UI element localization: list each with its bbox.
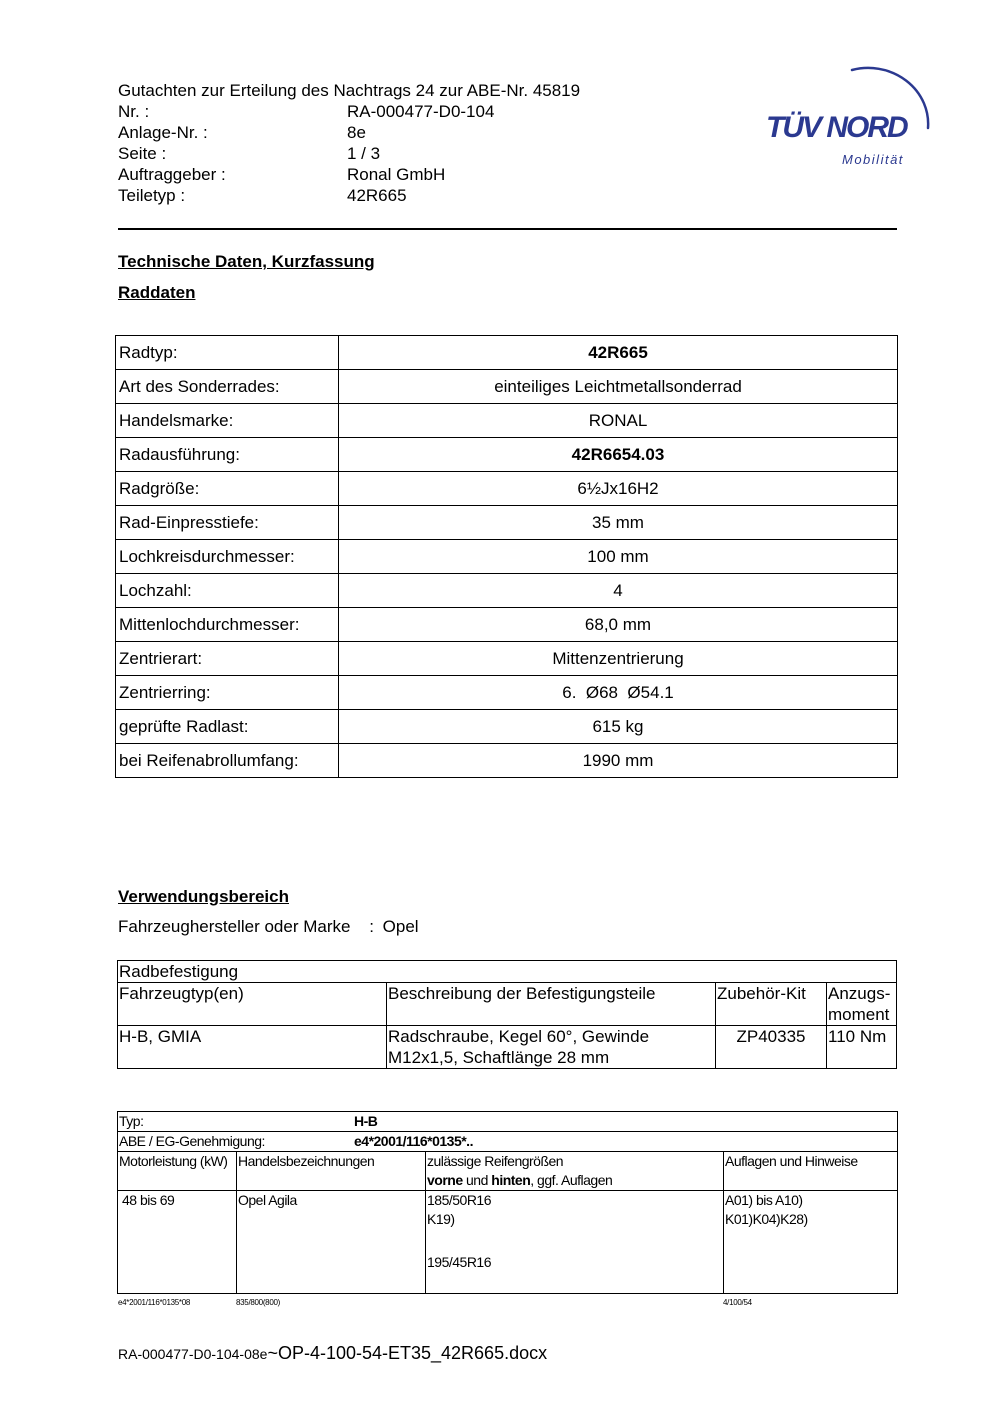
logo-brand-text: TÜV NORD bbox=[766, 111, 907, 144]
table-row: Motorleistung (kW) Handelsbezeichnungen zulässige Reifengrößen vorne und hinten, ggf. Auflagen Auflagen und Hinweise bbox=[118, 1152, 898, 1191]
table-row: Handelsmarke: RONAL bbox=[116, 404, 898, 438]
table-row: 48 bis 69 Opel Agila 185/50R16 K19) 195/45R16 A01) bis A10) K01)K04)K28) bbox=[118, 1191, 898, 1294]
section-subtitle: Raddaten bbox=[118, 283, 196, 302]
approval-label: ABE / EG-Genehmigung: bbox=[119, 1133, 265, 1149]
approval-value: e4*2001/116*0135*.. bbox=[354, 1133, 473, 1149]
table-row: Radausführung: 42R6654.03 bbox=[116, 438, 898, 472]
table-row: Zentrierart: Mittenzentrierung bbox=[116, 642, 898, 676]
wheel-data-table bbox=[115, 335, 898, 778]
table-row: Zentrierring: 6. Ø68 Ø54.1 bbox=[116, 676, 898, 710]
header-row-nr: Nr. : RA-000477-D0-104 bbox=[118, 102, 495, 121]
fastening-title: Radbefestigung bbox=[118, 961, 897, 983]
manufacturer-value: Opel bbox=[382, 917, 419, 936]
table-row: Radtyp: 42R665 bbox=[116, 336, 898, 370]
table-row: H-B, GMIA Radschraube, Kegel 60°, Gewinde M12x1,5, Schaftlänge 28 mm ZP40335 110 Nm bbox=[118, 1026, 897, 1069]
type-value: H-B bbox=[354, 1113, 378, 1129]
table-row: Radgröße: 6½Jx16H2 bbox=[116, 472, 898, 506]
table-row: Fahrzeugtyp(en) Beschreibung der Befestigungsteile Zubehör-Kit Anzugs-moment bbox=[118, 983, 897, 1026]
header-row-auftraggeber: Auftraggeber : Ronal GmbH bbox=[118, 165, 446, 184]
header-divider bbox=[118, 228, 897, 230]
vehicle-table bbox=[117, 1111, 898, 1294]
header-row-anlage: Anlage-Nr. : 8e bbox=[118, 123, 366, 142]
document-filename: RA-000477-D0-104-08e~OP-4-100-54-ET35_42R665.docx bbox=[118, 1343, 548, 1363]
fastening-table bbox=[117, 960, 897, 1069]
load-footnote: 835/800(800) bbox=[236, 1298, 280, 1307]
table-row: Rad-Einpresstiefe: 35 mm bbox=[116, 506, 898, 540]
manufacturer-line bbox=[118, 917, 419, 937]
table-row bbox=[118, 1132, 898, 1152]
table-row: Art des Sonderrades: einteiliges Leichtmetallsonderrad bbox=[116, 370, 898, 404]
document-title: Gutachten zur Erteilung des Nachtrags 24 zur ABE-Nr. 45819 bbox=[118, 81, 581, 100]
usage-title: Verwendungsbereich bbox=[118, 887, 289, 906]
document-header bbox=[118, 80, 580, 206]
tuv-nord-logo bbox=[760, 58, 940, 173]
table-row bbox=[118, 961, 897, 983]
bolt-pattern-footnote: 4/100/54 bbox=[723, 1298, 752, 1307]
header-row-seite: Seite : 1 / 3 bbox=[118, 144, 381, 163]
approval-footnote: e4*2001/116*0135*08 bbox=[118, 1298, 191, 1307]
table-row bbox=[118, 1112, 898, 1132]
logo-sub-text: Mobilität bbox=[842, 152, 904, 167]
table-row: Mittenlochdurchmesser: 68,0 mm bbox=[116, 608, 898, 642]
table-row: Lochzahl: 4 bbox=[116, 574, 898, 608]
manufacturer-label: Fahrzeughersteller oder Marke bbox=[118, 917, 351, 936]
header-row-teiletyp: Teiletyp : 42R665 bbox=[118, 186, 407, 205]
manufacturer-separator: : bbox=[369, 917, 374, 936]
table-row: Lochkreisdurchmesser: 100 mm bbox=[116, 540, 898, 574]
section-title: Technische Daten, Kurzfassung bbox=[118, 252, 375, 271]
table-row: geprüfte Radlast: 615 kg bbox=[116, 710, 898, 744]
type-label: Typ: bbox=[119, 1113, 144, 1129]
table-row: bei Reifenabrollumfang: 1990 mm bbox=[116, 744, 898, 778]
